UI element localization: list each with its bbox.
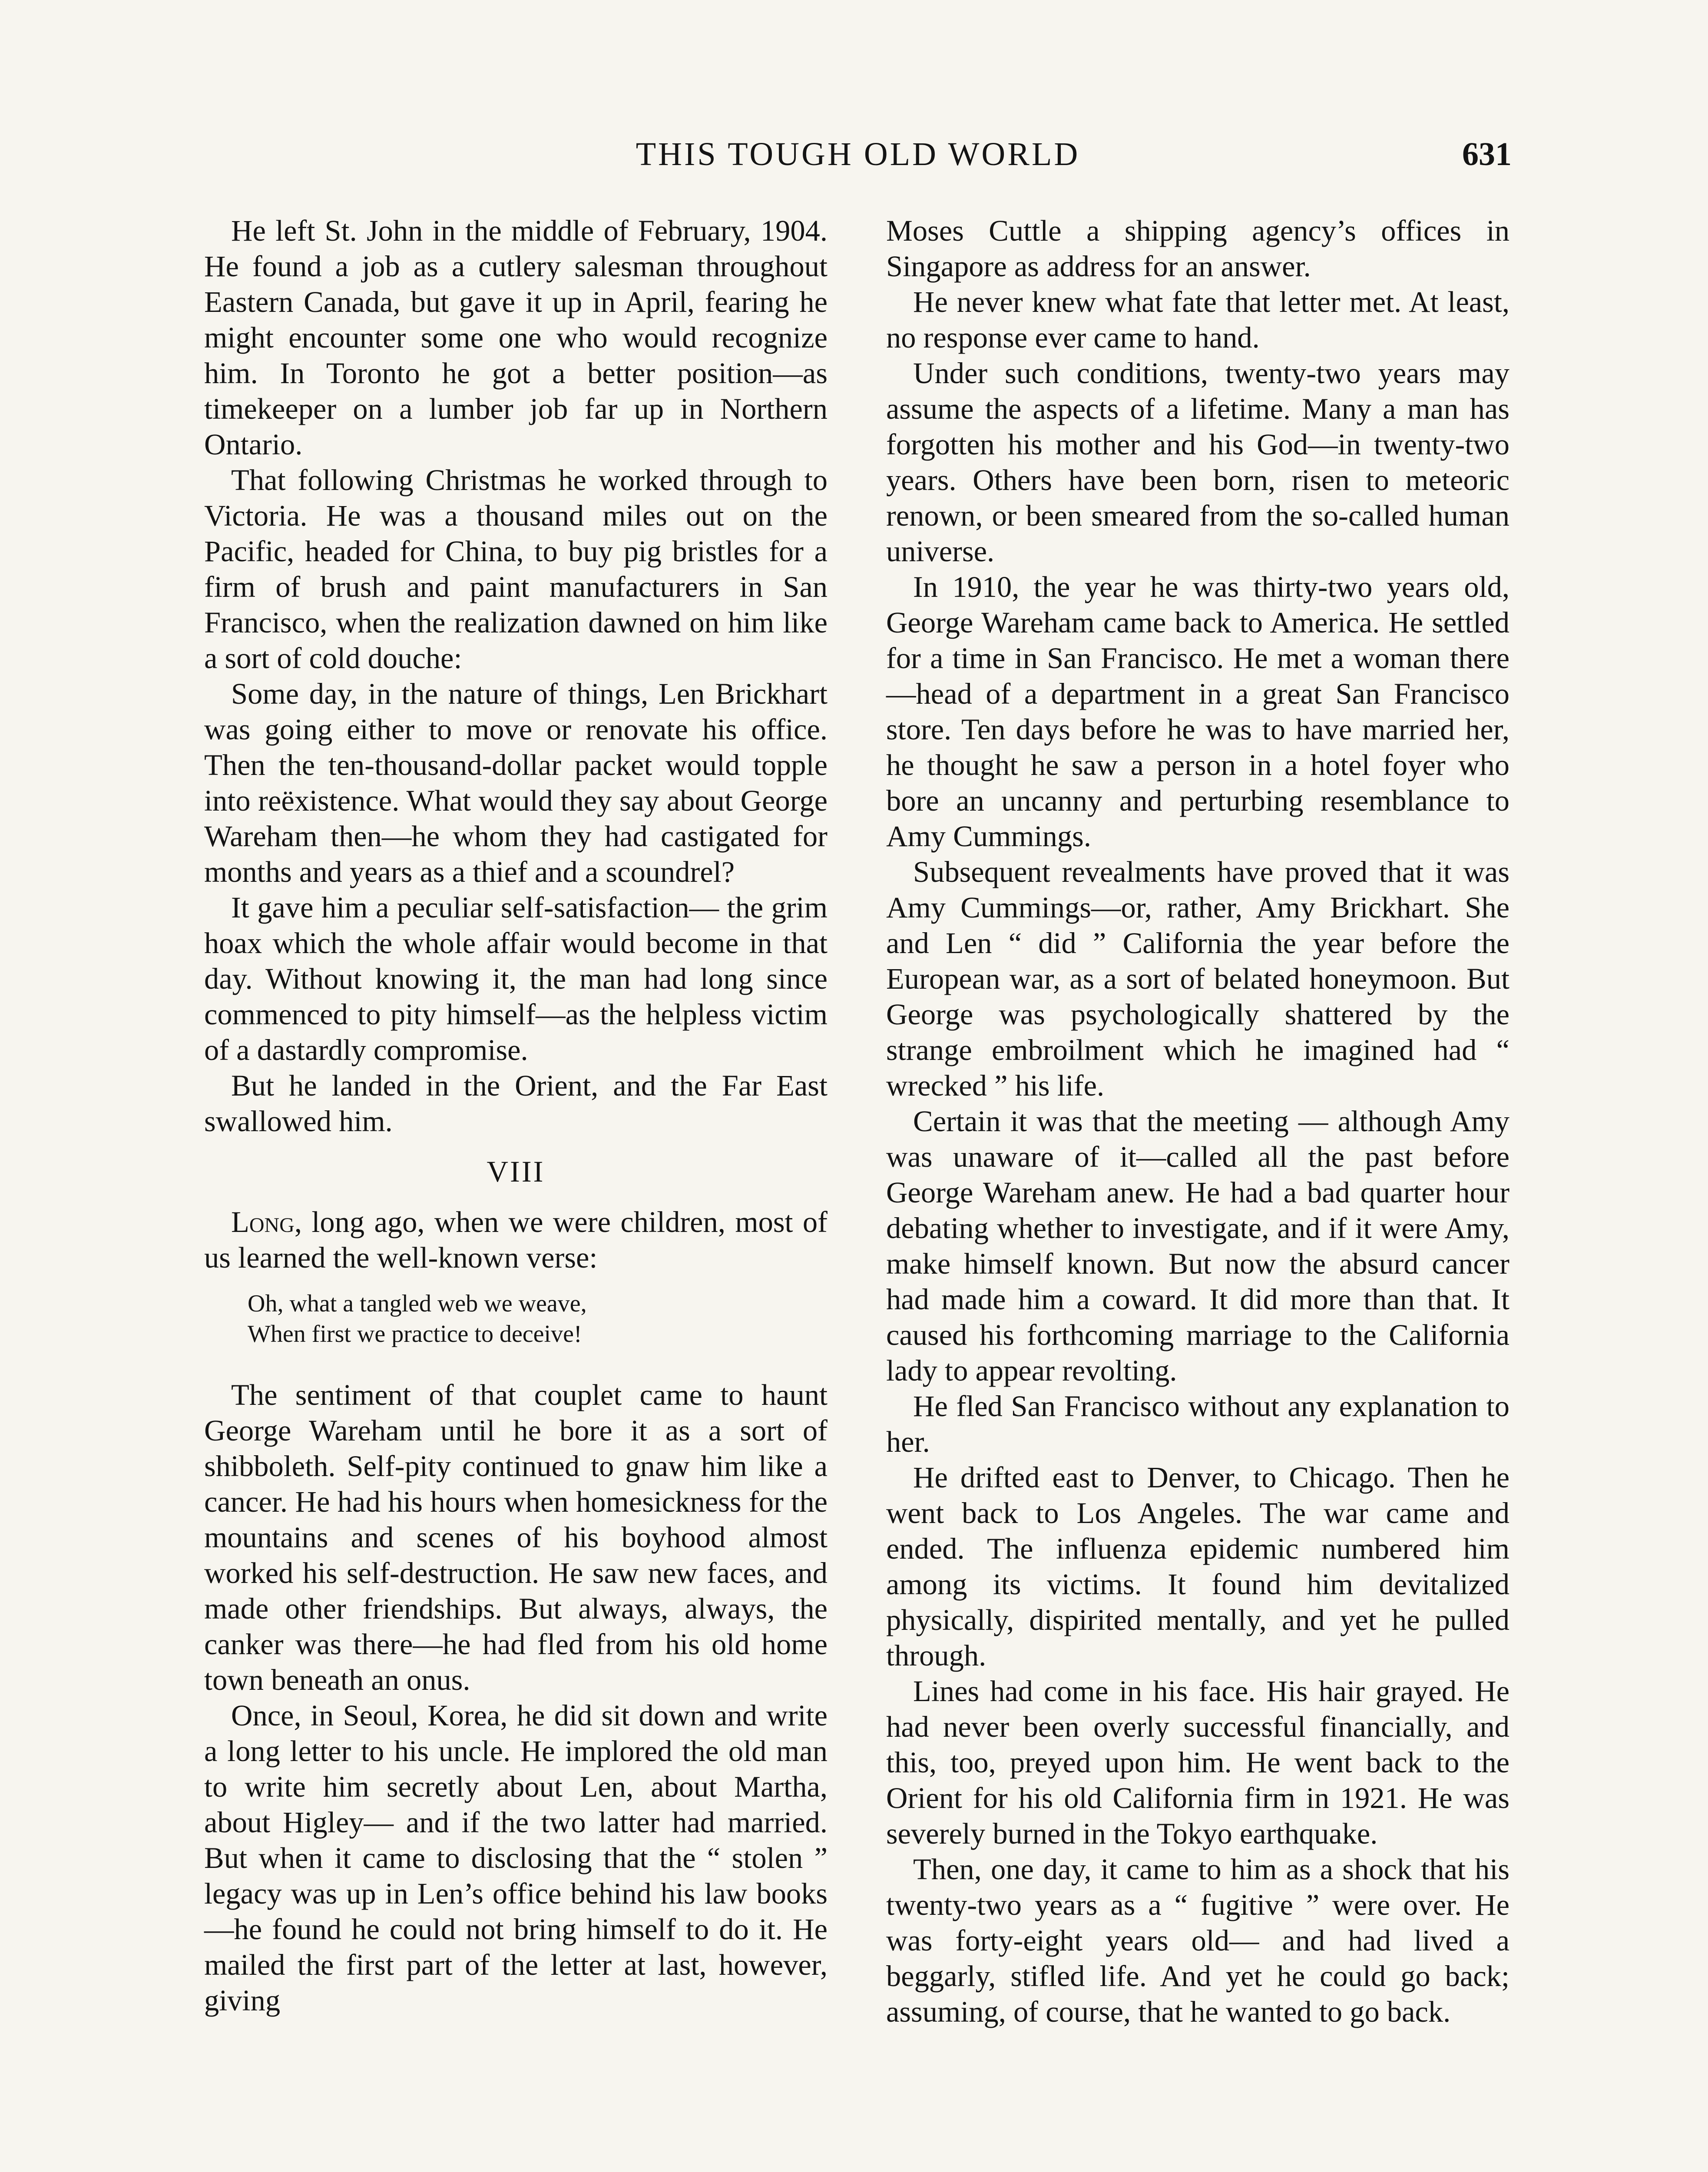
paragraph: He drifted east to Denver, to Chicago. Then he went back to Los Angeles. The war came and ended. The influenza epidemic numbered him among its victims. It found him devitalized physically, dispirited mentally, and yet he pulled through.	[886, 1461, 1509, 1672]
section-heading: VIII	[487, 1155, 545, 1188]
paragraph: Then, one day, it came to him as a shock that his twenty-two years as a “ fugitive ” were over. He was forty-eight years old— and had lived a beggarly, stifled life. And yet he could go back; assuming, of course, that he wanted to go back.	[886, 1853, 1509, 2028]
paragraph: But he landed in the Orient, and the Far East swallowed him.	[204, 1069, 828, 1138]
running-head	[204, 130, 1512, 178]
verse-line: When first we practice to deceive!	[248, 1321, 582, 1348]
right-column	[886, 213, 1509, 2030]
paragraph: It gave him a peculiar self-satisfaction— the grim hoax which the whole affair would become in that day. Without knowing it, the man had long since commenced to pity himself—as the helpless victim of a dastardly compromise.	[204, 891, 828, 1066]
lead-in-word: Long,	[231, 1205, 302, 1238]
paragraph-text: long ago, when we were children, most of us learned the well-known verse:	[204, 1205, 828, 1274]
paragraph: That following Christmas he worked through to Victoria. He was a thousand miles out on the Pacific, headed for China, to buy pig bristles for a firm of brush and paint manufacturers in San Francisco, when the realization dawned on him like a sort of cold douche:	[204, 464, 828, 675]
paragraph: He never knew what fate that letter met. At least, no response ever came to hand.	[886, 285, 1509, 354]
paragraph: In 1910, the year he was thirty-two years old, George Wareham came back to America. He settled for a time in San Francisco. He met a woman there—head of a department in a great San Francisco store. Ten days before he was to have married her, he thought he saw a person in a hotel foyer who bore an uncanny and perturbing resemblance to Amy Cummings.	[886, 570, 1509, 853]
paragraph: Subsequent revealments have proved that it was Amy Cummings—or, rather, Amy Brickhart. She and Len “ did ” California the year before the European war, as a sort of belated honeymoon. But George was psychologically shattered by the strange embroilment which he imagined had “ wrecked ” his life.	[886, 855, 1509, 1102]
paragraph: Under such conditions, twenty-two years may assume the aspects of a lifetime. Many a man has forgotten his mother and his God—in twenty-two years. Others have been born, risen to meteoric renown, or been smeared from the so-called human universe.	[886, 357, 1509, 568]
paragraph: He left St. John in the middle of February, 1904. He found a job as a cutlery salesman throughout Eastern Canada, but gave it up in April, fearing he might encounter some one who would recognize him. In Toronto he got a better position—as timekeeper on a lumber job far up in Northern Ontario.	[204, 214, 828, 461]
verse-line: Oh, what a tangled web we weave,	[248, 1290, 587, 1317]
left-column	[204, 213, 828, 2018]
paragraph: Once, in Seoul, Korea, he did sit down and write a long letter to his uncle. He implored the old man to write him secretly about Len, about Martha, about Higley— and if the two latter had married. But when it came to disclosing that the “ stolen ” legacy was up in Len’s office behind his law books—he found he could not bring himself to do it. He mailed the first part of the letter at last, however, giving	[204, 1699, 828, 2017]
paragraph: Certain it was that the meeting — although Amy was unaware of it—called all the past before George Wareham anew. He had a bad quarter hour debating whether to investigate, and if it were Amy, make himself known. But now the absurd cancer had made him a coward. It did more than that. It caused his forthcoming marriage to the California lady to appear revolting.	[886, 1105, 1509, 1387]
paragraph: Lines had come in his face. His hair grayed. He had never been overly successful financially, and this, too, preyed upon him. He went back to the Orient for his old California firm in 1921. He was severely burned in the Tokyo earthquake.	[886, 1675, 1509, 1850]
paragraph: The sentiment of that couplet came to haunt George Wareham until he bore it as a sort of shibboleth. Self-pity continued to gnaw him like a cancer. He had his hours when homesickness for the mountains and scenes of his boyhood almost worked his self-destruction. He saw new faces, and made other friendships. But always, always, the canker was there—he had fled from his old home town beneath an onus.	[204, 1378, 828, 1696]
verse-quote	[248, 1288, 828, 1349]
paragraph-continued: Moses Cuttle a shipping agency’s offices in Singapore as address for an answer.	[886, 214, 1509, 283]
paragraph: Some day, in the nature of things, Len Brickhart was going either to move or renovate his office. Then the ten-thousand-dollar packet would topple into reëxistence. What would they say about George Wareham then—he whom they had castigated for months and years as a thief and a scoundrel?	[204, 677, 828, 888]
paragraph: He fled San Francisco without any explanation to her.	[886, 1390, 1509, 1458]
paragraph	[204, 1204, 828, 1275]
running-title: THIS TOUGH OLD WORLD	[636, 136, 1080, 172]
page-number: 631	[1462, 136, 1512, 172]
